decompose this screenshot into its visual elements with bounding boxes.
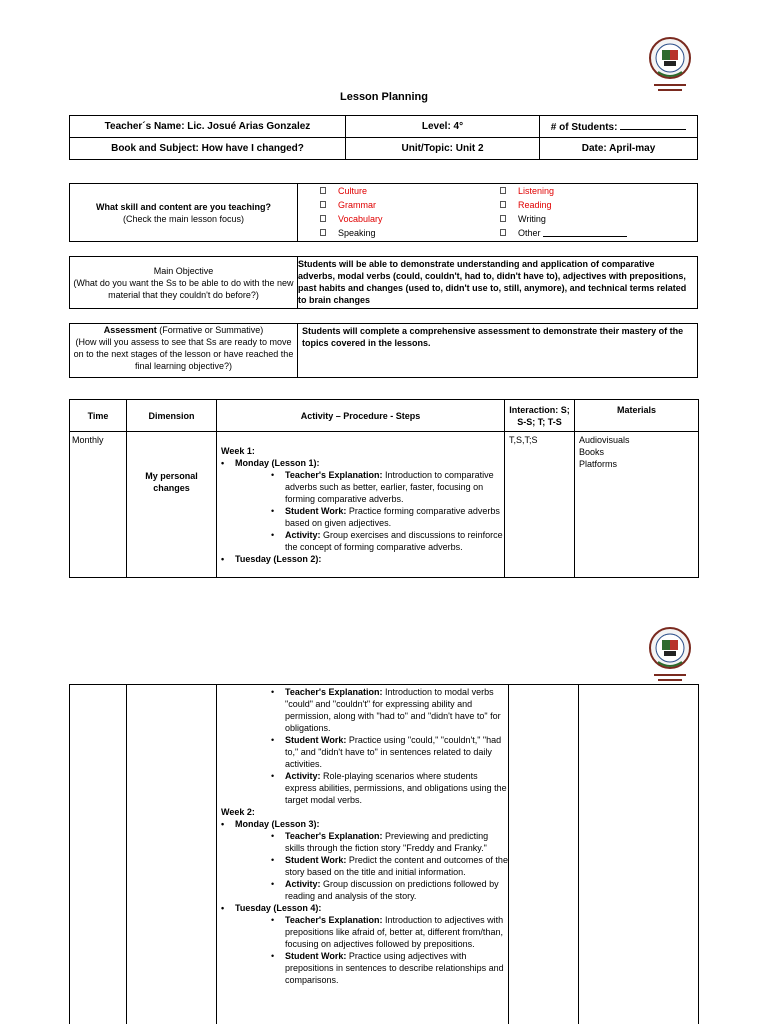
checkbox-icon bbox=[500, 229, 506, 236]
option-vocabulary[interactable]: Vocabulary bbox=[320, 213, 500, 227]
material-item: Audiovisuals bbox=[579, 435, 630, 445]
interaction-cell: T,S,T;S bbox=[505, 432, 575, 578]
objective-text: Students will be able to demonstrate understanding and application of comparative adverbs, modal verbs (could, couldn't, had to, didn't have to), adjectives with prepositions, past habits and changes (used to, didn't use to, still, anymore), and technical terms related to brain changes bbox=[298, 257, 698, 309]
l2-item-2: • Student Work: Practice using "could," "couldn't," "had to," and "didn't have to" in sentences related to daily activities. bbox=[221, 734, 508, 770]
skill-question-cell bbox=[70, 184, 298, 242]
material-item: Books bbox=[579, 447, 605, 457]
checkbox-icon bbox=[500, 215, 506, 222]
lesson-3-label: • Monday (Lesson 3): bbox=[221, 818, 508, 830]
lesson-1-label: • Monday (Lesson 1): bbox=[221, 457, 504, 469]
skill-right-options bbox=[500, 184, 698, 242]
checkbox-icon bbox=[500, 201, 506, 208]
dimension-cell-cont bbox=[127, 685, 217, 1024]
objective-hint: (What do you want the Ss to be able to do with the new material that they couldn't do before?) bbox=[73, 277, 294, 300]
l2-item-3: • Activity: Role-playing scenarios where students express abilities, permissions, and obligations using the target modal verbs. bbox=[221, 770, 508, 806]
book-subject: Book and Subject: How have I changed? bbox=[70, 138, 346, 160]
objective-label-cell bbox=[70, 257, 298, 309]
objective-label: Main Objective bbox=[153, 265, 214, 276]
option-speaking[interactable]: Speaking bbox=[320, 227, 500, 241]
header-time: Time bbox=[70, 400, 127, 432]
option-reading[interactable]: Reading bbox=[500, 199, 697, 213]
skill-hint: (Check the main lesson focus) bbox=[122, 213, 245, 224]
unit-topic: Unit/Topic: Unit 2 bbox=[346, 138, 540, 160]
header-interaction: Interaction: S; S-S; T; T-S bbox=[505, 400, 575, 432]
assessment-label-rest: (Formative or Summative) bbox=[156, 325, 264, 335]
activity-table bbox=[69, 399, 699, 578]
students-cell bbox=[540, 116, 698, 138]
page-2-activity-table bbox=[69, 684, 699, 1024]
assessment-text: Students will complete a comprehensive assessment to demonstrate their mastery of the topics covered in the lessons. bbox=[298, 324, 698, 378]
checkbox-icon bbox=[320, 229, 326, 236]
l3-item-1: • Teacher's Explanation: Previewing and predicting skills through the fiction story "Freddy and Franky." bbox=[221, 830, 508, 854]
option-other[interactable]: Other bbox=[500, 227, 697, 241]
option-culture[interactable]: Culture bbox=[320, 185, 500, 199]
students-label: # of Students: bbox=[550, 121, 618, 133]
activity-cell-cont bbox=[217, 685, 509, 1024]
assessment-label: Assessment bbox=[103, 325, 157, 335]
l2-item-1: • Teacher's Explanation: Introduction to modal verbs "could" and "couldn't" for expressing ability and permission, along with "had to" and "didn't have to" for obligations. bbox=[221, 686, 508, 734]
objective-table bbox=[69, 256, 698, 309]
l4-item-1: • Teacher's Explanation: Introduction to adjectives with prepositions like afraid of, better at, different from/than, focusing on adjectives followed by prepositions. bbox=[221, 914, 508, 950]
materials-cell bbox=[575, 432, 699, 578]
time-cell-cont bbox=[70, 685, 127, 1024]
week-1-label: Week 1: bbox=[221, 446, 255, 456]
school-seal-icon bbox=[648, 36, 692, 96]
page-2-table-wrap bbox=[69, 684, 699, 1024]
interaction-cell-cont bbox=[509, 685, 579, 1024]
time-cell: Monthly bbox=[70, 432, 127, 578]
lesson-4-label: • Tuesday (Lesson 4): bbox=[221, 902, 508, 914]
assessment-label-cell bbox=[70, 324, 298, 378]
checkbox-icon bbox=[320, 201, 326, 208]
page-title: Lesson Planning bbox=[339, 91, 428, 103]
skill-left-options bbox=[298, 184, 501, 242]
material-item: Platforms bbox=[579, 459, 618, 469]
l1-item-3: • Activity: Group exercises and discussions to reinforce the concept of forming comparative adverbs. bbox=[221, 529, 504, 553]
option-writing[interactable]: Writing bbox=[500, 213, 697, 227]
materials-cell-cont bbox=[579, 685, 699, 1024]
lesson-2-label: • Tuesday (Lesson 2): bbox=[221, 553, 504, 565]
assessment-table bbox=[69, 323, 698, 378]
header-activity: Activity – Procedure - Steps bbox=[217, 400, 505, 432]
l3-item-3: • Activity: Group discussion on predictions followed by reading and analysis of the story. bbox=[221, 878, 508, 902]
l1-item-1: • Teacher's Explanation: Introduction to comparative adverbs such as better, earlier, faster, focusing on forming comparative adverbs. bbox=[221, 469, 504, 505]
header-dimension: Dimension bbox=[127, 400, 217, 432]
skill-table bbox=[69, 183, 698, 242]
l3-item-2: • Student Work: Predict the content and outcomes of the story based on the title and initial information. bbox=[221, 854, 508, 878]
level: Level: 4° bbox=[346, 116, 540, 138]
teacher-name: Teacher´s Name: Lic. Josué Arias Gonzalez bbox=[70, 116, 346, 138]
week-2-label: Week 2: bbox=[221, 807, 255, 817]
school-seal-icon bbox=[648, 626, 692, 686]
header-table bbox=[69, 115, 698, 160]
checkbox-icon bbox=[320, 187, 326, 194]
option-grammar[interactable]: Grammar bbox=[320, 199, 500, 213]
checkbox-icon bbox=[500, 187, 506, 194]
l1-item-2: • Student Work: Practice forming comparative adverbs based on given adjectives. bbox=[221, 505, 504, 529]
checkbox-icon bbox=[320, 215, 326, 222]
dimension-cell: My personal changes bbox=[127, 432, 217, 578]
header-materials: Materials bbox=[575, 400, 699, 432]
skill-question: What skill and content are you teaching? bbox=[95, 201, 272, 212]
l4-item-2: • Student Work: Practice using adjectives with prepositions in sentences to describe relationships and comparisons. bbox=[221, 950, 508, 986]
activity-cell bbox=[217, 432, 505, 578]
assessment-hint: (How will you assess to see that Ss are ready to move on to the next stages of the lesson or have reached the final learning objective?) bbox=[73, 337, 294, 371]
option-listening[interactable]: Listening bbox=[500, 185, 697, 199]
date: Date: April-may bbox=[540, 138, 698, 160]
